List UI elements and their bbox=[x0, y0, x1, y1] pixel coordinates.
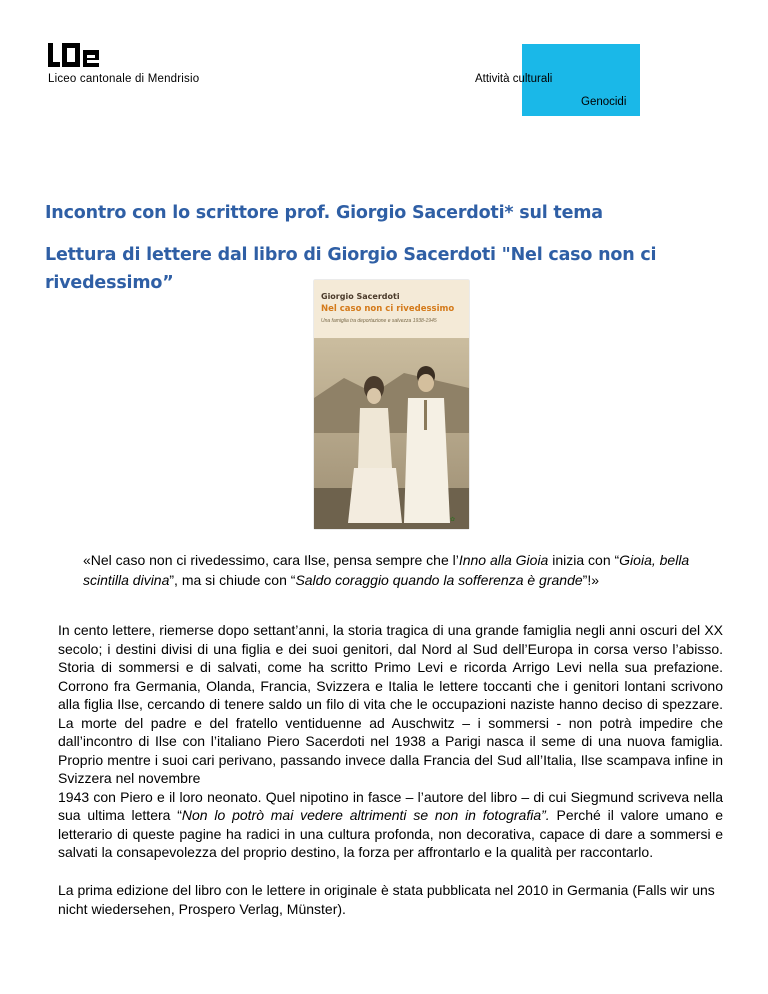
liceo-logo bbox=[47, 41, 103, 71]
book-cover-image bbox=[314, 280, 469, 529]
book-subtitle: Una famiglia tra deportazione e salvezza 1938-1945 bbox=[321, 318, 437, 324]
section-label: Attività culturali bbox=[475, 73, 553, 85]
book-title: Nel caso non ci rivedessimo bbox=[321, 304, 455, 314]
school-name: Liceo cantonale di Mendrisio bbox=[48, 73, 200, 85]
page-title: Incontro con lo scrittore prof. Giorgio Sacerdoti* sul tema bbox=[45, 203, 603, 223]
book-author: Giorgio Sacerdoti bbox=[321, 292, 400, 301]
publication-note: La prima edizione del libro con le lettere in originale è stata pubblicata nel 2010 in Germania (Falls wir uns nicht wiedersehen, Prospero Verlag, Münster). bbox=[58, 882, 715, 917]
book-description: In cento lettere, riemerse dopo settant’anni, la storia tragica di una grande famiglia negli anni oscuri del XX secolo; i destini divisi di una figlia e dei suoi genitori, dal Nord al Sud dell’Europa in corsa verso l’abisso. Storia di sommersi e di salvati, come ha scritto Primo Levi e ricorda Arrigo Levi nella sua prefazione. Corrono fra Germania, Olanda, Francia, Svizzera e Italia le lettere toccanti che i genitori lontani scrivono alla figlia Ilse, cercando di tenere saldo un filo di vita che le occupazioni naziste hanno deciso di spezzare. La morte del padre e del fratello ventiduenne ad Auschwitz – i sommersi - non potrà impedire che dall’incontro di Ilse con l’italiano Piero Sacerdoti nel 1938 a Parigi nasca il seme di una nuova famiglia. Proprio mentre i suoi cari perivano, passando invece dalla Francia del Sud all’Italia, Ilse scampava infine in Svizzera nel novembre 1943 con Piero e il loro neonato. Quel nipotino in fasce – l’autore del libro – di cui Siegmund scriveva nella sua ultima lettera “Non lo potrò mai vedere altrimenti se non in fotografia”. Perché il valore umano e letterario di queste pagine ha radici in una cultura profonda, non decorativa, capace di dare a sommersi e salvati la consapevolezza del proprio destino, la forza per affrontarlo e la qualità per raccontarlo. bbox=[58, 622, 723, 860]
book-cover-photo bbox=[314, 338, 469, 529]
book-quote: «Nel caso non ci rivedessimo, cara Ilse, pensa sempre che l’Inno alla Gioia inizia con “Gioia, bella scintilla divina”, ma si chiude con “Saldo coraggio quando la sofferenza è grande”!» bbox=[83, 552, 690, 588]
svg-text:✿: ✿ bbox=[450, 516, 456, 523]
page-subtitle: Lettura di lettere dal libro di Giorgio Sacerdoti "Nel caso non ci rivedessimo” bbox=[45, 245, 657, 293]
topic-label: Genocidi bbox=[581, 96, 627, 108]
